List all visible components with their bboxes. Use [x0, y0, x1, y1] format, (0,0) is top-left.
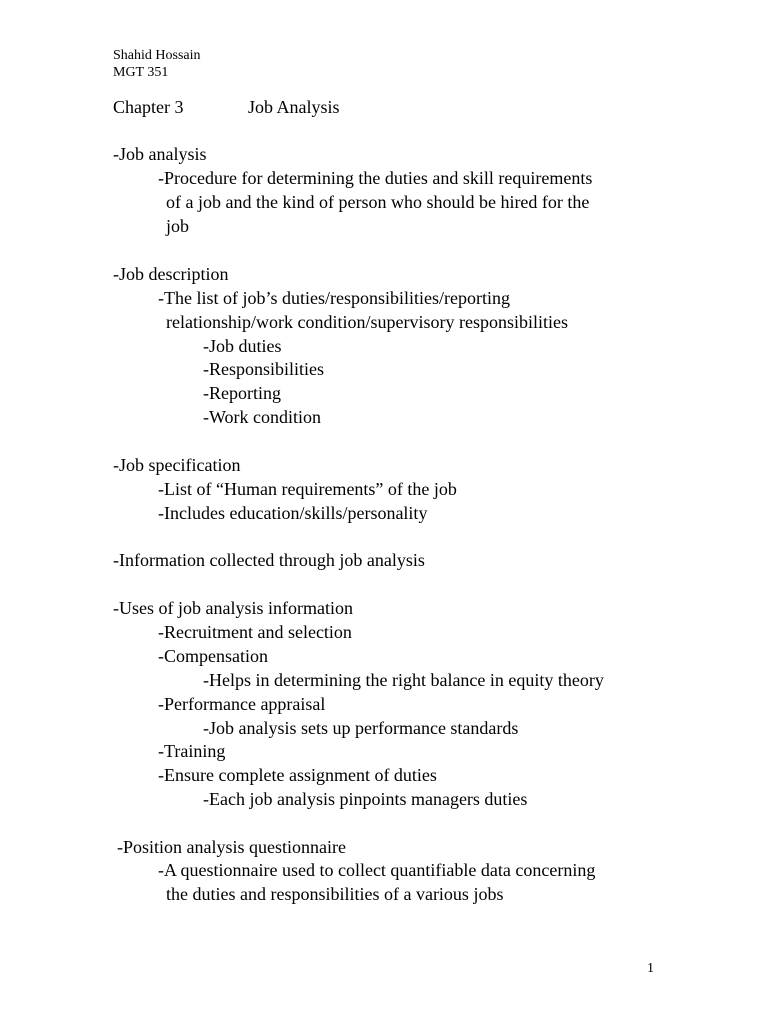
- section-heading-job-analysis: -Job analysis: [113, 144, 207, 164]
- section-heading-position-analysis-questionnaire: -Position analysis questionnaire: [117, 837, 346, 857]
- list-item: -Job analysis sets up performance standards: [203, 718, 519, 738]
- list-item: -Includes education/skills/personality: [158, 503, 428, 523]
- section-heading-job-specification: -Job specification: [113, 455, 241, 475]
- job-analysis-definition-line: -Procedure for determining the duties and skill requirements: [158, 168, 593, 188]
- course-code: MGT 351: [113, 65, 169, 80]
- author-name: Shahid Hossain: [113, 48, 201, 63]
- list-item: -Helps in determining the right balance in equity theory: [203, 670, 604, 690]
- paq-definition-line: the duties and responsibilities of a various jobs: [166, 884, 504, 904]
- list-item: -Reporting: [203, 383, 281, 403]
- job-description-definition-line: -The list of job’s duties/responsibilities/reporting: [158, 288, 510, 308]
- list-item: -Work condition: [203, 407, 322, 427]
- list-item: -Each job analysis pinpoints managers duties: [203, 789, 528, 809]
- job-description-definition-line: relationship/work condition/supervisory responsibilities: [166, 312, 568, 332]
- chapter-label: Chapter 3: [113, 97, 184, 117]
- paq-definition-line: -A questionnaire used to collect quantifiable data concerning: [158, 860, 596, 880]
- section-heading-job-description: -Job description: [113, 264, 229, 284]
- list-item: -Recruitment and selection: [158, 622, 352, 642]
- page-number: 1: [647, 961, 654, 976]
- section-heading-uses: -Uses of job analysis information: [113, 598, 353, 618]
- list-item: -Job duties: [203, 336, 282, 356]
- list-item: -List of “Human requirements” of the job: [158, 479, 457, 499]
- list-item: -Responsibilities: [203, 359, 324, 379]
- list-item: -Compensation: [158, 646, 268, 666]
- job-analysis-definition-line: of a job and the kind of person who should be hired for the: [166, 192, 590, 212]
- list-item: -Ensure complete assignment of duties: [158, 765, 437, 785]
- list-item: -Performance appraisal: [158, 694, 326, 714]
- job-analysis-definition-line: job: [166, 216, 190, 236]
- section-heading-information-collected: -Information collected through job analysis: [113, 550, 425, 570]
- list-item: -Training: [158, 741, 226, 761]
- page-title: Job Analysis: [248, 97, 340, 117]
